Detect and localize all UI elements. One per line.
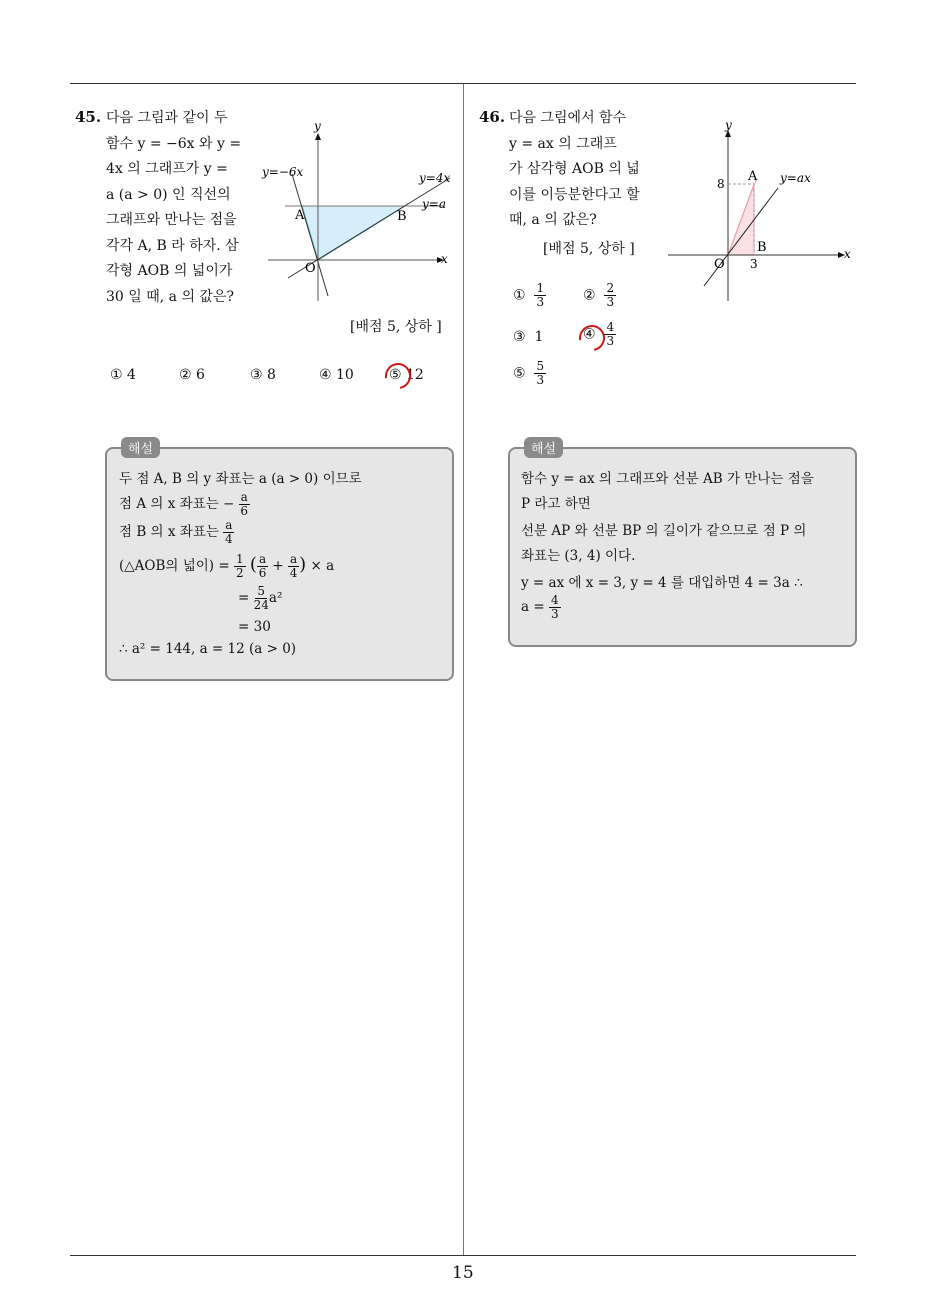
- q46-choice-4[interactable]: ④ $\frac{4}{3}$: [583, 320, 615, 348]
- q45-choice-5[interactable]: ⑤ 12: [389, 367, 424, 383]
- q45-line: 다음 그림과 같이 두: [106, 110, 228, 126]
- q46-label-A: A: [748, 169, 758, 184]
- q45-label-line1: y=−6x: [262, 165, 304, 179]
- q45-sol-line7: ∴ a² = 144, a = 12 (a > 0): [119, 641, 297, 657]
- q45-sol-fraction: $\frac{a}{6}$: [258, 552, 267, 580]
- column-divider: [463, 84, 464, 1256]
- q45-line: 30 일 때, a 의 값은?: [106, 288, 234, 305]
- q46-choice-1[interactable]: ① $\frac{1}{3}$: [513, 281, 545, 309]
- q46-label-O: O: [714, 257, 725, 272]
- q45-figure: [258, 116, 458, 306]
- q46-line: 때, a 의 값은?: [509, 212, 597, 228]
- q45-label-line3: y=a: [422, 197, 446, 211]
- q46-sol-line3: 선분 AP 와 선분 BP 의 길이가 같으므로 점 P 의: [521, 523, 807, 539]
- q45-line: 각형 AOB 의 넓이가: [106, 263, 233, 279]
- q45-line: 4x 의 그래프가 y =: [106, 161, 228, 177]
- q45-sol-fraction: $\frac{a}{6}$: [240, 490, 249, 518]
- q45-label-line2: y=4x: [419, 171, 451, 185]
- q45-line: 함수 y = −6x 와 y =: [106, 135, 242, 152]
- q45-score: [배점 5, 상하 ]: [350, 319, 442, 335]
- q46-figure: [664, 116, 859, 306]
- q46-tick-8: 8: [717, 177, 725, 191]
- q45-line: a (a > 0) 인 직선의: [106, 186, 231, 203]
- q46-text: [509, 106, 654, 234]
- q46-sol-fraction: $\frac{4}{3}$: [550, 593, 559, 621]
- q45-sol-line1: 두 점 A, B 의 y 좌표는 a (a > 0) 이므로: [119, 471, 362, 487]
- q45-triangle: [302, 206, 405, 260]
- q45-label-O: O: [305, 261, 316, 276]
- q45-label-B: B: [397, 209, 407, 224]
- q45-text: [106, 106, 251, 310]
- q45-sol-line5: = $\frac{5}{24}$ a²: [238, 584, 283, 612]
- bottom-rule: [70, 1255, 856, 1256]
- page-number: 15: [452, 1263, 474, 1283]
- q45-axis-x: x: [441, 252, 448, 266]
- q46-label-B: B: [757, 240, 767, 255]
- q46-sol-line4: 좌표는 (3, 4) 이다.: [521, 548, 636, 564]
- q46-sol-line6: a = $\frac{4}{3}$: [521, 593, 559, 621]
- q45-sol-text: (△AOB의 넓이) =: [119, 558, 230, 574]
- q45-choice-1[interactable]: ① 4: [110, 367, 136, 383]
- q46-number: 46.: [479, 108, 506, 126]
- q46-sol-line2: P 라고 하면: [521, 496, 591, 512]
- q45-sol-line2: [119, 491, 250, 518]
- q46-choice-5[interactable]: ⑤ $\frac{5}{3}$: [513, 359, 545, 387]
- q46-label-line: y=ax: [780, 171, 811, 185]
- q46-line: y = ax 의 그래프: [509, 135, 617, 152]
- q46-score: [배점 5, 상하 ]: [543, 241, 635, 257]
- q45-sol-line3: [119, 519, 234, 546]
- q46-line: 가 삼각형 AOB 의 넓: [509, 161, 640, 177]
- q45-sol-line4: (△AOB의 넓이) = $\frac{1}{2}$ ( $\frac{a}{6}$ + $\frac{a}{4}$ ) × a: [119, 552, 335, 580]
- q45-line: 그래프와 만나는 점을: [106, 212, 237, 228]
- q45-sol-fraction: $\frac{a}{4}$: [224, 518, 233, 546]
- q45-number: 45.: [75, 108, 102, 126]
- q45-sol-text: 점 A 의 x 좌표는 −: [119, 496, 235, 512]
- q46-line: 이를 이등분한다고 할: [509, 186, 640, 203]
- q46-choice-2[interactable]: ② $\frac{2}{3}$: [583, 281, 615, 309]
- q45-label-A: A: [295, 208, 305, 223]
- q45-answer-mark: [380, 358, 416, 394]
- q46-choice-3[interactable]: ③ 1: [513, 329, 544, 345]
- q46-tick-3: 3: [750, 257, 758, 271]
- q46-sol-line1: 함수 y = ax 의 그래프와 선분 AB 가 만나는 점을: [521, 471, 814, 487]
- q46-sol-line5: y = ax 에 x = 3, y = 4 를 대입하면 4 = 3a ∴: [521, 575, 803, 591]
- q45-choice-3[interactable]: ③ 8: [250, 367, 276, 383]
- q45-sol-fraction: $\frac{a}{4}$: [289, 552, 298, 580]
- q45-sol-text: 점 B 의 x 좌표는: [119, 524, 219, 540]
- q45-line: 각각 A, B 라 하자. 삼: [106, 237, 239, 254]
- q45-axis-y: y: [314, 119, 321, 133]
- q45-solution-tag: 해설: [121, 437, 160, 458]
- q45-sol-fraction: $\frac{1}{2}$: [235, 552, 244, 580]
- q46-axis-x: x: [844, 247, 851, 261]
- q45-choice-2[interactable]: ② 6: [179, 367, 205, 383]
- q45-sol-fraction: $\frac{5}{24}$: [253, 584, 269, 612]
- q45-choice-4[interactable]: ④ 10: [319, 367, 354, 383]
- q46-line: 다음 그림에서 함수: [509, 110, 627, 126]
- q46-axis-y: y: [725, 118, 732, 132]
- q45-sol-line6: = 30: [238, 619, 271, 635]
- q46-solution-tag: 해설: [524, 437, 563, 458]
